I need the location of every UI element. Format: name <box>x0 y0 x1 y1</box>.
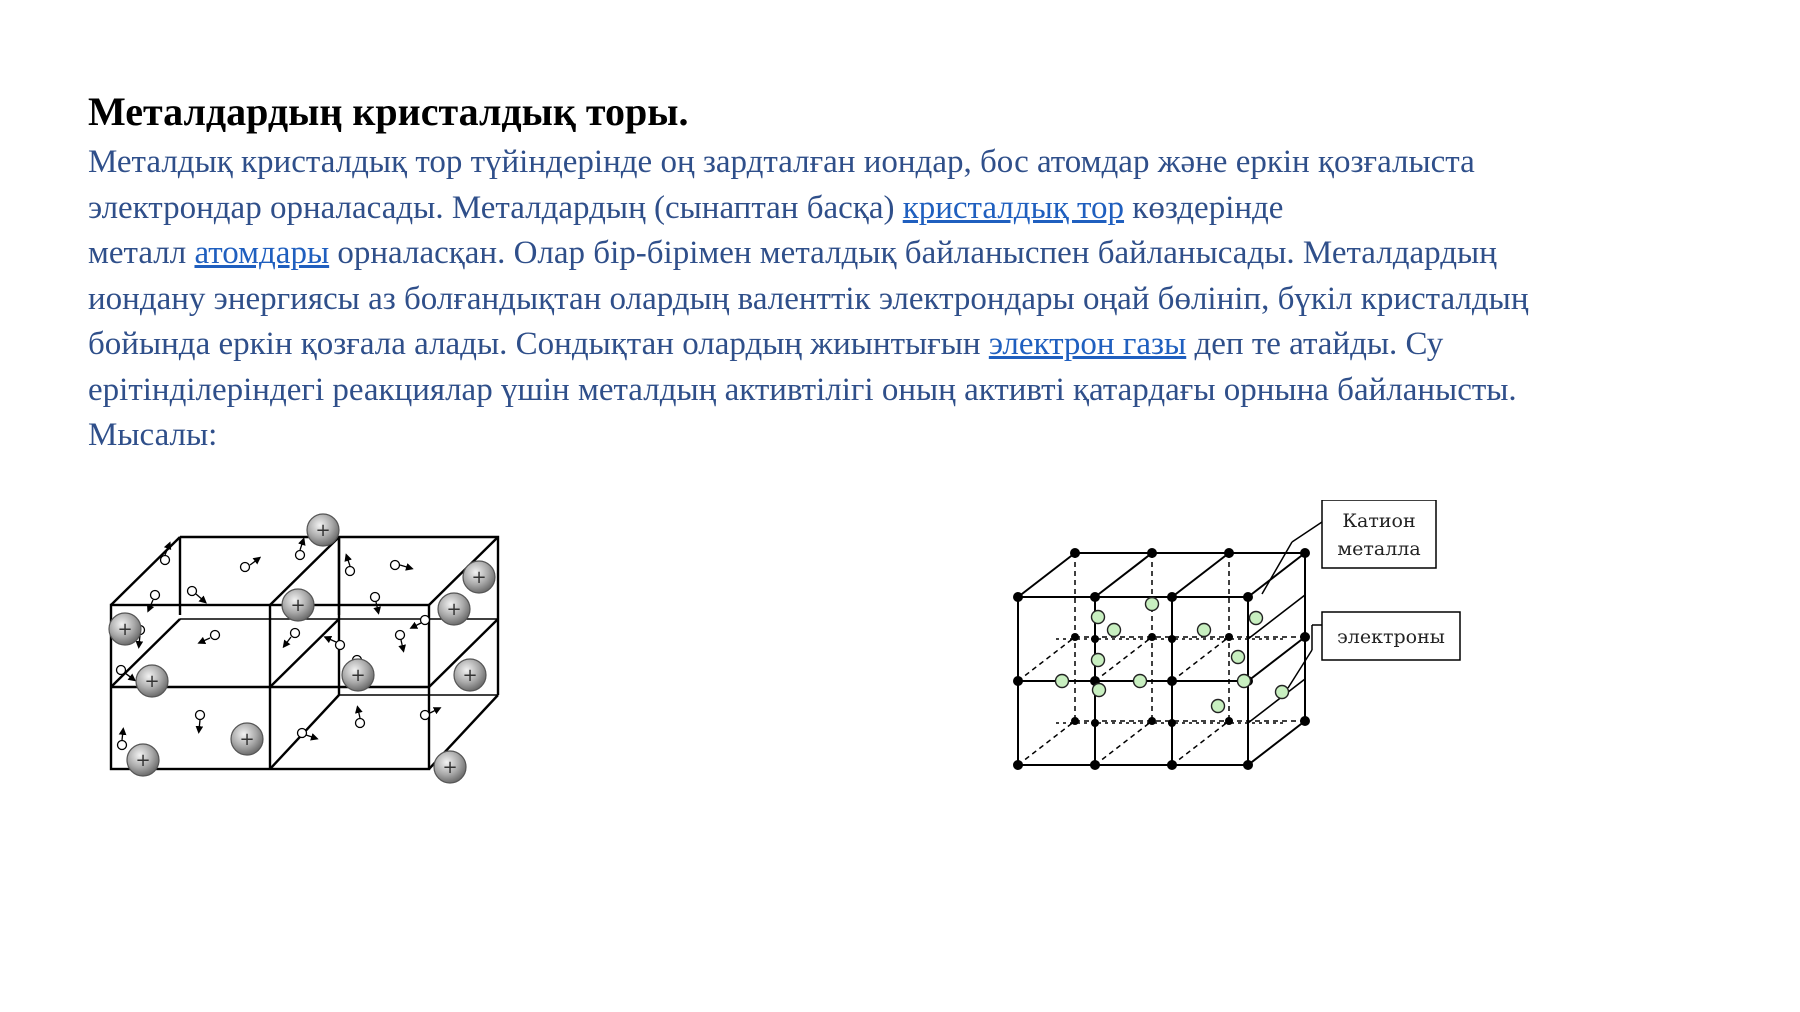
ion <box>438 593 470 625</box>
electron <box>346 557 355 576</box>
cation <box>1168 635 1176 643</box>
cation <box>1225 717 1233 725</box>
lattice-dashed-edges <box>1018 553 1305 765</box>
label-electrons: электроны <box>1337 626 1445 648</box>
ion-symbol: + <box>350 665 366 686</box>
electron <box>1108 624 1121 637</box>
electron <box>396 631 405 650</box>
electron <box>241 559 259 572</box>
text-segment: металл <box>88 235 195 271</box>
label-cation-line1: Катион <box>1342 510 1416 532</box>
ion-symbol: + <box>144 671 160 692</box>
ion <box>307 514 339 546</box>
text-line-2 <box>88 186 1768 232</box>
ion <box>136 665 168 697</box>
electron <box>285 629 300 646</box>
electron <box>1092 611 1105 624</box>
ion <box>127 744 159 776</box>
ion <box>342 659 374 691</box>
electron <box>1238 675 1251 688</box>
ion <box>231 723 263 755</box>
cation <box>1148 717 1156 725</box>
body-paragraph <box>88 140 1768 459</box>
electron <box>201 631 220 643</box>
callout-cation <box>1262 500 1436 594</box>
text-line-3 <box>88 231 1768 277</box>
electron <box>196 711 205 731</box>
metal-lattice-ion-figure <box>95 505 515 790</box>
cation <box>1013 760 1023 770</box>
cation <box>1300 548 1310 558</box>
text-line-4: иондану энергиясы аз болғандықтан олардың валенттік электрондары оңай бөлініп, бүкіл кристалдың <box>88 280 1529 317</box>
text-segment: көздерінде <box>1124 189 1284 226</box>
electron <box>1134 675 1147 688</box>
link-electron-gas[interactable]: электрон газы <box>988 326 1187 362</box>
electron <box>1232 651 1245 664</box>
ion <box>454 659 486 691</box>
electron <box>1093 684 1106 697</box>
ion <box>282 589 314 621</box>
text-line-1: Металдық кристалдық тор түйіндерінде оң зардталған иондар, бос атомдар және еркін қозғалыста <box>88 144 1475 180</box>
electron <box>1276 686 1289 699</box>
callout-electrons <box>1288 612 1460 688</box>
electron <box>1212 700 1225 713</box>
cation <box>1070 548 1080 558</box>
text-line-7: Мысалы: <box>88 417 218 453</box>
free-electrons <box>117 541 439 750</box>
text-line-6: ерітінділеріндегі реакциялар үшін металдың активтілігі оның активті қатардағы орнына байланысты. <box>88 371 1517 408</box>
text-segment: бойында еркін қозғала алады. Сондықтан олардың жиынтығын <box>88 326 989 362</box>
ion-symbol: + <box>446 599 462 620</box>
slide-title: Металдардың кристалдық торы. <box>88 89 689 134</box>
cation <box>1148 633 1156 641</box>
cation <box>1071 633 1079 641</box>
electron <box>1250 612 1263 625</box>
ion-symbol: + <box>290 595 306 616</box>
cation <box>1224 548 1234 558</box>
cation <box>1243 760 1253 770</box>
cation <box>1167 592 1177 602</box>
text-segment: электрондар орналасады. Металдардың (сынаптан басқа) <box>88 189 903 226</box>
ion-symbol: + <box>239 729 255 750</box>
cation <box>1090 760 1100 770</box>
text-segment: деп те атайды. Су <box>1186 326 1444 362</box>
text-segment: орналасқан. Олар бір-бірімен металдық байланыспен байланысады. Металдардың <box>329 235 1497 271</box>
cation <box>1167 676 1177 686</box>
cation <box>1091 719 1099 727</box>
ion <box>109 613 141 645</box>
cation <box>1071 717 1079 725</box>
text-line-5 <box>88 322 1768 368</box>
cation <box>1091 635 1099 643</box>
ion-symbol: + <box>462 665 478 686</box>
electron <box>413 616 430 628</box>
cation <box>1090 592 1100 602</box>
electron <box>188 587 205 602</box>
link-atoms[interactable]: атомдары <box>194 235 330 271</box>
electron <box>1146 598 1159 611</box>
electron <box>296 541 305 560</box>
electron <box>1198 624 1211 637</box>
cation <box>1225 633 1233 641</box>
cation <box>1013 676 1023 686</box>
cation <box>1168 719 1176 727</box>
cation-nodes <box>1013 548 1310 770</box>
cation <box>1167 760 1177 770</box>
electron <box>1056 675 1069 688</box>
cation <box>1300 632 1310 642</box>
ion <box>463 561 495 593</box>
ion-symbol: + <box>442 757 458 778</box>
electron <box>1092 654 1105 667</box>
cation <box>1243 592 1253 602</box>
electron <box>327 638 345 650</box>
electron <box>371 593 380 612</box>
electron <box>391 561 411 570</box>
link-crystal-lattice[interactable]: кристалдық тор <box>902 189 1125 226</box>
lattice-solid-edges <box>1018 553 1305 765</box>
cation <box>1300 716 1310 726</box>
cation <box>1013 592 1023 602</box>
ion-symbol: + <box>135 750 151 771</box>
cation <box>1147 548 1157 558</box>
ion-symbol: + <box>471 567 487 588</box>
cubic-lattice-figure <box>1000 500 1490 785</box>
ion-symbol: + <box>117 619 133 640</box>
ion-symbol: + <box>315 520 331 541</box>
electron <box>356 709 365 728</box>
electron <box>118 731 127 750</box>
label-cation-line2: металла <box>1337 538 1421 560</box>
ion <box>434 751 466 783</box>
electron <box>149 591 160 610</box>
